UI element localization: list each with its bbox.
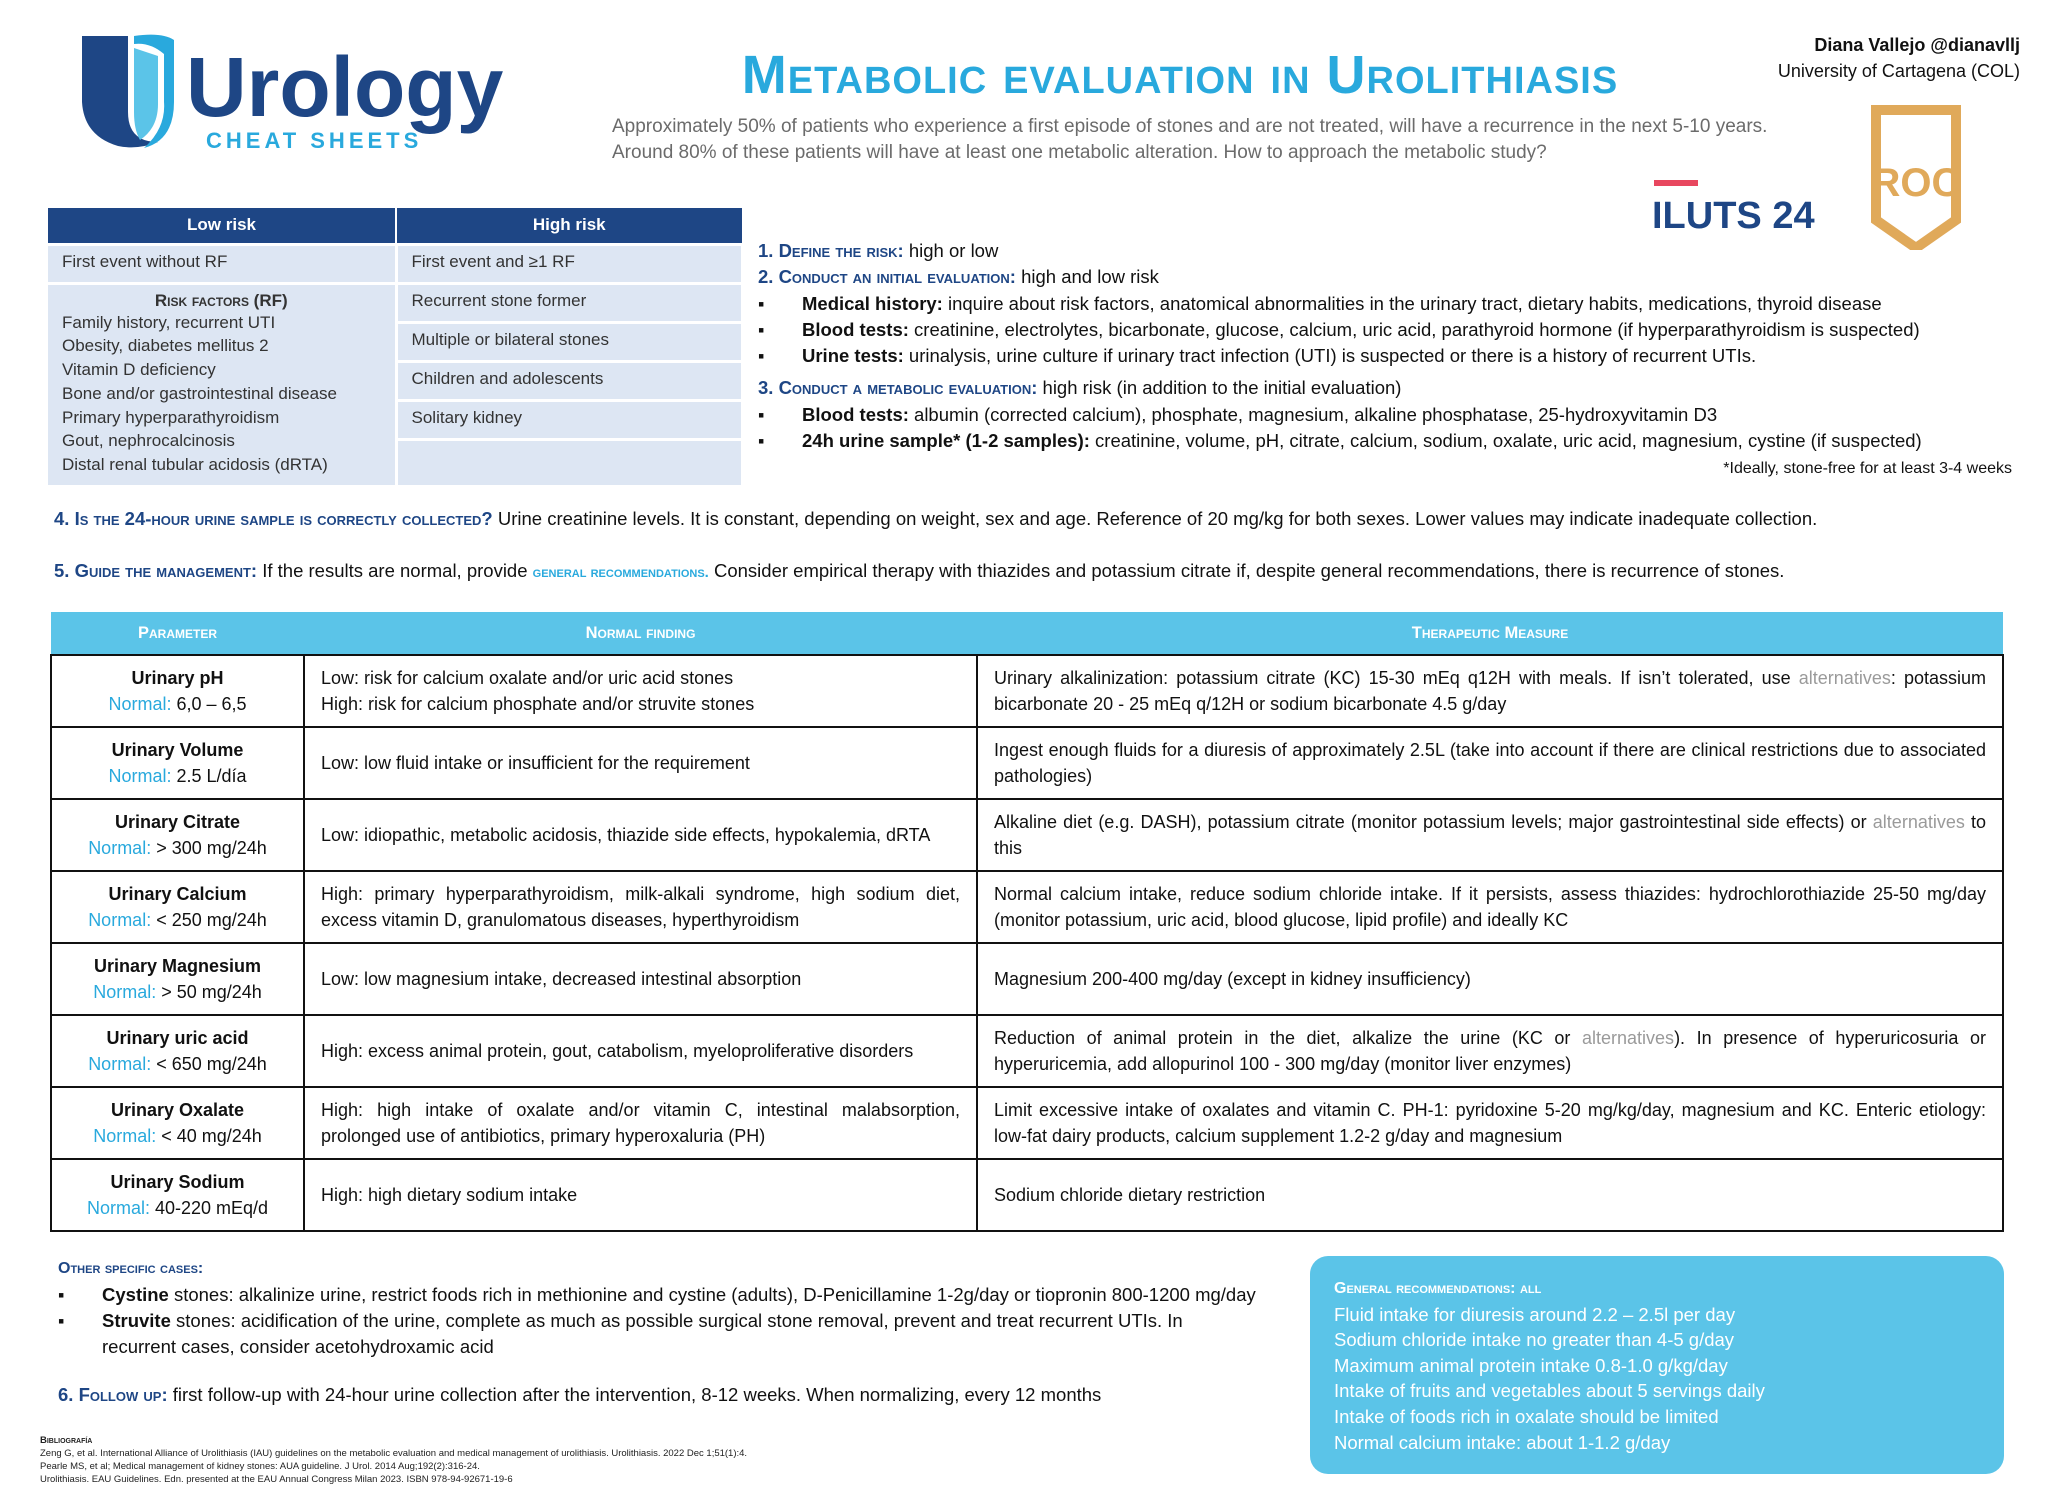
measure-text: Sodium chloride dietary restriction — [994, 1185, 1266, 1205]
step-6-text: first follow-up with 24-hour urine collection after the intervention, 8-12 weeks. When normalizing, every 12 months — [167, 1384, 1102, 1405]
cystine-label: Cystine — [102, 1284, 169, 1305]
normal-label: Normal: — [88, 838, 152, 858]
parameter-cell — [51, 871, 304, 943]
normal-value: 2.5 L/día — [171, 766, 247, 786]
iluts-logo-text: ILUTS 24 — [1652, 195, 1815, 237]
normal-finding-cell: Low: low magnesium intake, decreased intestinal absorption — [304, 943, 977, 1015]
bullet-label: Blood tests: — [802, 318, 909, 340]
parameter-normal — [60, 1123, 295, 1149]
parameter-cell — [51, 727, 304, 799]
general-recommendation-item: Intake of fruits and vegetables about 5 servings daily — [1334, 1380, 1765, 1402]
struvite-text: stones: acidification of the urine, complete as much as possible surgical stone removal, prevent and treat recurrent UTIs. In recurrent cases, consider acetohydroxamic acid — [102, 1310, 1183, 1357]
therapeutic-measure-cell — [977, 799, 2003, 871]
measure-text-end: : potassium bicarbonate 20 - 25 mEq q/12H or sodium bicarbonate 4.5 g/day — [994, 668, 1986, 714]
bibliography-title: Bibliografía — [40, 1435, 93, 1446]
therapeutic-measure-cell — [977, 1159, 2003, 1231]
low-risk-header: Low risk — [48, 208, 396, 244]
risk-factor-item: Gout, nephrocalcinosis — [62, 431, 235, 451]
step-2-bullet — [758, 317, 2038, 343]
measure-text: Urinary alkalinization: potassium citrate (KC) 15-30 mEq q12H with meals. If isn’t tolerated, use — [994, 668, 1799, 688]
general-recommendations-title: General recommendations: all — [1334, 1280, 1542, 1297]
normal-finding-header: Normal finding — [304, 612, 977, 655]
step-5-text: If the results are normal, provide — [257, 560, 533, 581]
measure-text: Ingest enough fluids for a diuresis of approximately 2.5L (take into account if there are clinical restrictions due to associated pathologies) — [994, 740, 1986, 786]
normal-finding-cell: High: primary hyperparathyroidism, milk-alkali syndrome, high sodium diet, excess vitamin D, granulomatous diseases, hyperthyroidism — [304, 871, 977, 943]
roc-logo — [1866, 100, 1966, 250]
step-1 — [758, 238, 2038, 264]
parameter-name: Urinary pH — [131, 668, 224, 688]
step-3 — [758, 375, 2038, 401]
risk-factor-item: Obesity, diabetes mellitus 2 — [62, 336, 269, 356]
parameter-row — [51, 943, 2003, 1015]
alternatives-text: alternatives — [1798, 668, 1891, 688]
risk-table — [48, 208, 744, 485]
author-affiliation: University of Cartagena (COL) — [1777, 61, 2020, 81]
author-name: Diana Vallejo @dianavllj — [1814, 35, 2020, 55]
intro-text: Approximately 50% of patients who experience a first episode of stones and are not treated, will have a recurrence in the next 5-10 years. Around 80% of these patients will have at least one metabolic alteration. How to approach the metabolic study? — [612, 116, 1768, 163]
step-3-label: 3. Conduct a metabolic evaluation: — [758, 377, 1038, 399]
risk-factor-item: Vitamin D deficiency — [62, 360, 216, 380]
bibliography-ref: Pearle MS, et al; Medical management of kidney stones: AUA guideline. J Urol. 2014 Aug;192(2):316-24. — [40, 1461, 480, 1472]
therapeutic-measure-cell — [977, 655, 2003, 727]
step-1-text: high or low — [903, 240, 999, 261]
urology-cheat-sheets-logo — [78, 32, 558, 162]
general-recommendation-item: Intake of foods rich in oxalate should be limited — [1334, 1405, 1719, 1427]
parameter-row — [51, 871, 2003, 943]
therapeutic-measure-cell — [977, 871, 2003, 943]
measure-text-end: to this — [994, 812, 1986, 858]
alternatives-text: alternatives — [1872, 812, 1965, 832]
struvite-label: Struvite — [102, 1310, 171, 1331]
therapeutic-measure-cell — [977, 1015, 2003, 1087]
general-recommendation-item: Sodium chloride intake no greater than 4-5 g/day — [1334, 1329, 1735, 1351]
risk-factors-title: Risk factors (RF) — [154, 290, 288, 310]
measure-text: Reduction of animal protein in the diet, alkalize the urine (KC or — [994, 1028, 1582, 1048]
step-3-text: high risk (in addition to the initial evaluation) — [1037, 377, 1402, 399]
normal-label: Normal: — [93, 1126, 157, 1146]
parameter-row — [51, 727, 2003, 799]
bibliography-ref: Urolithiasis. EAU Guidelines. Edn. presented at the EAU Annual Congress Milan 2023. ISBN 978-94-92671-19-6 — [40, 1474, 513, 1485]
risk-factor-item: Bone and/or gastrointestinal disease — [62, 383, 338, 403]
normal-value: < 250 mg/24h — [151, 910, 267, 930]
normal-finding-cell: Low: idiopathic, metabolic acidosis, thiazide side effects, hypokalemia, dRTA — [304, 799, 977, 871]
risk-factors-cell — [48, 283, 396, 485]
parameter-cell — [51, 799, 304, 871]
step-4-label: 4. Is the 24-hour urine sample is correctly collected? — [54, 508, 493, 529]
high-risk-empty — [396, 439, 743, 485]
normal-label: Normal: — [108, 694, 172, 714]
footnote: *Ideally, stone-free for at least 3-4 weeks — [1723, 460, 2012, 477]
normal-value: < 650 mg/24h — [151, 1054, 267, 1074]
therapeutic-measure-cell — [977, 727, 2003, 799]
parameter-normal — [60, 1051, 295, 1077]
normal-finding-cell: High: excess animal protein, gout, catabolism, myeloproliferative disorders — [304, 1015, 977, 1087]
parameter-name: Urinary Magnesium — [93, 956, 262, 976]
therapeutic-measure-cell — [977, 943, 2003, 1015]
step-3-bullet — [758, 428, 2038, 454]
parameter-row — [51, 1015, 2003, 1087]
bullet-label: Medical history: — [802, 292, 943, 314]
step-5 — [54, 560, 2044, 582]
bullet-text: urinalysis, urine culture if urinary tract infection (UTI) is suspected or there is a history of recurrent UTIs. — [903, 345, 1757, 367]
step-4 — [54, 508, 2044, 530]
bullet-label: 24h urine sample* (1-2 samples): — [802, 430, 1090, 452]
low-risk-first: First event without RF — [48, 244, 396, 283]
bullet-label: Urine tests: — [802, 345, 904, 367]
parameter-cell — [51, 1015, 304, 1087]
step-6-label: 6. Follow up: — [58, 1384, 168, 1405]
parameter-cell — [51, 943, 304, 1015]
step-5-label: 5. Guide the management: — [54, 560, 258, 581]
step-1-label: 1. Define the risk: — [758, 240, 904, 261]
step-2-label: 2. Conduct an initial evaluation: — [758, 266, 1016, 288]
step-5-text-end: Consider empirical therapy with thiazides and potassium citrate if, despite general recommendations, there is recurrence of stones. — [708, 560, 1785, 581]
high-risk-item: Recurrent stone former — [396, 283, 743, 322]
parameter-name: Urinary uric acid — [106, 1028, 249, 1048]
normal-value: 6,0 – 6,5 — [171, 694, 247, 714]
normal-finding-cell: High: high dietary sodium intake — [304, 1159, 977, 1231]
parameter-normal — [60, 835, 295, 861]
parameter-name: Urinary Calcium — [108, 884, 247, 904]
risk-factor-item: Primary hyperparathyroidism — [62, 407, 280, 427]
measure-text: Normal calcium intake, reduce sodium chloride intake. If it persists, assess thiazides: hydrochlorothiazide 25-50 mg/day (monitor potassium, uric acid, blood glucose, lipid profile) and ideally KC — [994, 884, 1986, 930]
step-2-bullet — [758, 291, 2038, 317]
parameter-name: Urinary Sodium — [110, 1172, 245, 1192]
parameter-cell — [51, 1087, 304, 1159]
bullet-text: creatinine, electrolytes, bicarbonate, glucose, calcium, uric acid, parathyroid hormone (if hyperparathyroidism is suspected) — [908, 318, 1920, 340]
parameter-row — [51, 1159, 2003, 1231]
bibliography — [40, 1434, 1240, 1486]
step-2-text: high and low risk — [1015, 266, 1159, 288]
alternatives-text: alternatives — [1582, 1028, 1675, 1048]
general-recommendations-link: general recommendations. — [532, 564, 709, 581]
high-risk-header: High risk — [396, 208, 743, 244]
high-risk-item: Children and adolescents — [396, 361, 743, 400]
normal-value: < 40 mg/24h — [156, 1126, 262, 1146]
normal-value: 40-220 mEq/d — [149, 1198, 269, 1218]
normal-finding-cell: High: high intake of oxalate and/or vitamin C, intestinal malabsorption, prolonged use of antibiotics, primary hyperoxaluria (PH) — [304, 1087, 977, 1159]
other-case-item — [58, 1308, 1258, 1360]
risk-factor-item: Distal renal tubular acidosis (dRTA) — [62, 455, 328, 475]
bibliography-ref: Zeng G, et al. International Alliance of Urolithiasis (IAU) guidelines on the metabolic evaluation and medical management of urolithiasis. Urolithiasis. 2022 Dec 1;51(1):4. — [40, 1448, 748, 1459]
general-recommendation-item: Maximum animal protein intake 0.8-1.0 g/kg/day — [1334, 1354, 1728, 1376]
parameter-normal — [60, 691, 295, 717]
parameter-name: Urinary Oxalate — [110, 1100, 245, 1120]
bullet-text: inquire about risk factors, anatomical abnormalities in the urinary tract, dietary habits, medications, thyroid disease — [942, 292, 1882, 314]
measure-text: Magnesium 200-400 mg/day (except in kidney insufficiency) — [994, 969, 1471, 989]
parameter-row — [51, 1087, 2003, 1159]
therapeutic-measure-cell — [977, 1087, 2003, 1159]
general-recommendation-item: Normal calcium intake: about 1-1.2 g/day — [1334, 1431, 1671, 1453]
logo-sub-text: CHEAT SHEETS — [206, 128, 423, 153]
other-case-item — [58, 1282, 1258, 1308]
measure-text-end: ). In presence of hyperuricosuria or hyperuricemia, add allopurinol 100 - 300 mg/day (monitor liver enzymes) — [994, 1028, 1986, 1074]
normal-value: > 50 mg/24h — [156, 982, 262, 1002]
parameter-row — [51, 799, 2003, 871]
high-risk-item: First event and ≥1 RF — [396, 244, 743, 283]
step-2 — [758, 264, 2038, 290]
parameter-header: Parameter — [51, 612, 304, 655]
parameter-row — [51, 655, 2003, 727]
normal-label: Normal: — [88, 1054, 152, 1074]
cystine-text: stones: alkalinize urine, restrict foods rich in methionine and cystine (adults), D-Penicillamine 1-2g/day or tiopronin 800-1200 mg/day — [168, 1284, 1256, 1305]
measure-text: Limit excessive intake of oxalates and vitamin C. PH-1: pyridoxine 5-20 mg/kg/day, magnesium and KC. Enteric etiology: low-fat dairy products, calcium supplement 1.2-2 g/day and magnesium — [994, 1100, 1986, 1146]
parameters-table — [50, 612, 2004, 1232]
author-block — [1778, 32, 2020, 84]
roc-logo-text: ROC — [1871, 161, 1961, 205]
other-cases — [58, 1256, 1258, 1360]
general-recommendations-box — [1310, 1256, 2004, 1474]
normal-label: Normal: — [88, 910, 152, 930]
step-6 — [58, 1384, 1358, 1406]
parameter-normal — [60, 763, 295, 789]
normal-finding-cell: Low: risk for calcium oxalate and/or uric acid stones High: risk for calcium phosphate and/or struvite stones — [304, 655, 977, 727]
parameter-normal — [60, 979, 295, 1005]
general-recommendation-item: Fluid intake for diuresis around 2.2 – 2.5l per day — [1334, 1303, 1736, 1325]
normal-value: > 300 mg/24h — [151, 838, 267, 858]
normal-label: Normal: — [93, 982, 157, 1002]
evaluation-steps — [758, 238, 2038, 454]
high-risk-item: Multiple or bilateral stones — [396, 322, 743, 361]
logo-main-text: Urology — [186, 40, 504, 134]
other-cases-title: Other specific cases: — [58, 1260, 204, 1277]
normal-label: Normal: — [86, 1198, 150, 1218]
normal-finding-cell: Low: low fluid intake or insufficient for the requirement — [304, 727, 977, 799]
page-title: Metabolic evaluation in Urolithiasis — [741, 45, 1619, 105]
risk-factor-item: Family history, recurrent UTI — [62, 312, 276, 332]
normal-label: Normal: — [108, 766, 172, 786]
parameter-cell — [51, 1159, 304, 1231]
high-risk-item: Solitary kidney — [396, 400, 743, 439]
bullet-text: albumin (corrected calcium), phosphate, magnesium, alkaline phosphatase, 25-hydroxyvitamin D3 — [908, 403, 1718, 425]
iluts-logo — [1650, 178, 1832, 242]
therapeutic-measure-header: Therapeutic Measure — [977, 612, 2003, 655]
step-4-text: Urine creatinine levels. It is constant, depending on weight, sex and age. Reference of 20 mg/kg for both sexes. Lower values may indicate inadequate collection. — [492, 508, 1818, 529]
parameter-name: Urinary Volume — [111, 740, 244, 760]
bullet-text: creatinine, volume, pH, citrate, calcium, sodium, oxalate, uric acid, magnesium, cystine (if suspected) — [1089, 430, 1922, 452]
step-3-bullet — [758, 402, 2038, 428]
parameter-name: Urinary Citrate — [114, 812, 241, 832]
parameter-normal — [60, 907, 295, 933]
measure-text: Alkaline diet (e.g. DASH), potassium citrate (monitor potassium levels; major gastrointestinal side effects) or — [994, 812, 1873, 832]
bullet-label: Blood tests: — [802, 403, 909, 425]
parameter-cell — [51, 655, 304, 727]
step-2-bullet — [758, 343, 2038, 369]
parameter-normal — [60, 1195, 295, 1221]
